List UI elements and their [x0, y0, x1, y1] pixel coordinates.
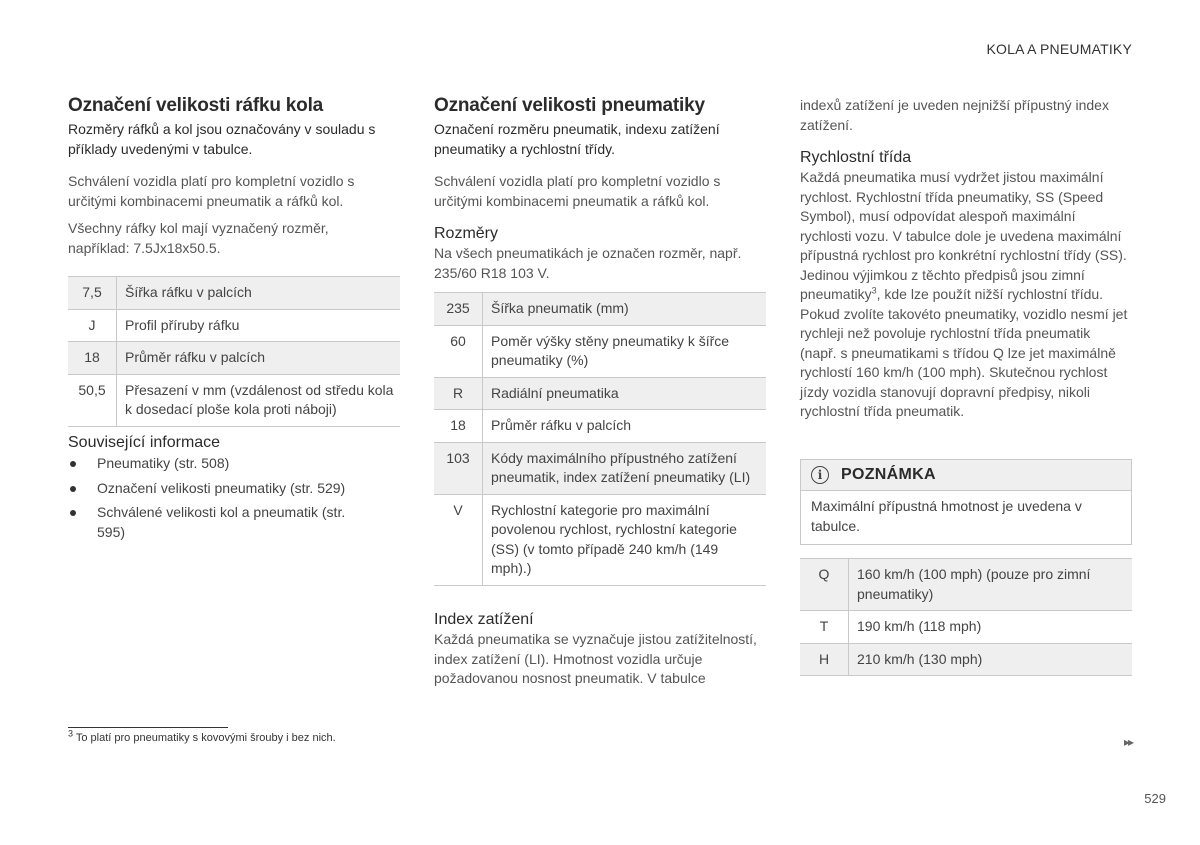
note-box	[800, 459, 1132, 545]
note-text: Maximální přípustná hmotnost je uvedena v tabulce.	[811, 498, 1082, 534]
load-index-continuation: indexů zatížení je uveden nejnižší přípustný index zatížení.	[800, 97, 1109, 133]
table-key: 18	[434, 410, 483, 443]
table-value: Průměr ráfku v palcích	[117, 342, 401, 375]
speed-class-text	[800, 168, 1130, 422]
table-key: 7,5	[68, 277, 117, 310]
table-value: Poměr výšky stěny pneumatiky k šířce pneumatiky (%)	[483, 325, 767, 377]
table-row	[434, 377, 766, 410]
table-key: T	[800, 611, 849, 644]
table-row	[68, 277, 400, 310]
dimensions-text: Na všech pneumatikách je označen rozměr, např. 235/60 R18 103 V.	[434, 245, 742, 281]
speed-class-text-a: Každá pneumatika musí vydržet jistou maximální rychlost. Rychlostní třída pneumatiky, SS (Speed Symbol), musí odpovídat alespoň maximální rychlosti vozu. V tabulce dole je uvedena maximální přípustná rychlost pro konkrétní rychlostní třídy (SS). Jedinou výjimkou z těchto předpisů jsou zimní pneumatiky	[800, 169, 1127, 302]
table-value: 160 km/h (100 mph) (pouze pro zimní pneumatiky)	[849, 559, 1133, 611]
table-key: 103	[434, 442, 483, 494]
page-number: 529	[1144, 791, 1166, 806]
table-row	[800, 643, 1132, 676]
table-value: Šířka ráfku v palcích	[117, 277, 401, 310]
speed-class-title: Rychlostní třída	[800, 149, 912, 166]
table-value: Průměr ráfku v palcích	[483, 410, 767, 443]
section-header: KOLA A PNEUMATIKY	[986, 41, 1132, 57]
table-key: 50,5	[68, 374, 117, 426]
table-row	[68, 309, 400, 342]
tire-size-lead: Označení rozměru pneumatik, indexu zatížení pneumatiky a rychlostní třídy.	[434, 121, 720, 157]
note-header	[801, 460, 1131, 491]
rim-size-table	[68, 276, 400, 427]
related-link-tires[interactable]: Pneumatiky (str. 508)	[68, 454, 400, 474]
related-link-tire-size[interactable]: Označení velikosti pneumatiky (str. 529)	[68, 479, 400, 499]
rim-size-example-text: Všechny ráfky kol mají vyznačený rozměr, například: 7.5Jx18x50.5.	[68, 220, 329, 256]
rim-size-lead: Rozměry ráfků a kol jsou označovány v souladu s příklady uvedenými v tabulce.	[68, 121, 376, 157]
rim-size-title: Označení velikosti ráfku kola	[68, 95, 324, 116]
table-value: 190 km/h (118 mph)	[849, 611, 1133, 644]
table-value: 210 km/h (130 mph)	[849, 643, 1133, 676]
table-row	[434, 494, 766, 585]
table-key: H	[800, 643, 849, 676]
speed-class-text-b: , kde lze použít nižší rychlostní třídu. Pokud zvolíte takovéto pneumatiky, vozidlo nesmí jet rychleji než povoluje rychlostní třída pneumatik (např. s pneumatikami s třídou Q lze jet maximálně rychlostí 160 km/h (100 mph). Skutečnou rychlost jízdy vozidla stanovují dopravní předpisy, nikoli rychlostní třída pneumatik.	[800, 286, 1128, 419]
table-row	[434, 293, 766, 326]
table-row	[68, 342, 400, 375]
footnote-text: To platí pro pneumatiky s kovovými šrouby i bez nich.	[75, 732, 336, 744]
table-row	[68, 374, 400, 426]
table-key: Q	[800, 559, 849, 611]
table-key: R	[434, 377, 483, 410]
table-value: Rychlostní kategorie pro maximální povolenou rychlost, rychlostní kategorie (SS) (v tomto případě 240 km/h (149 mph).)	[483, 494, 767, 585]
footnote-number: 3	[68, 728, 74, 739]
dimensions-title: Rozměry	[434, 225, 499, 242]
rim-size-approval-text: Schválení vozidla platí pro kompletní vozidlo s určitými kombinacemi pneumatik a ráfků kol.	[68, 173, 355, 209]
table-row	[800, 559, 1132, 611]
tire-size-table	[434, 292, 766, 586]
related-info-title: Související informace	[68, 434, 221, 451]
table-value: Šířka pneumatik (mm)	[483, 293, 767, 326]
info-icon: i	[811, 466, 829, 484]
table-row	[434, 325, 766, 377]
table-value: Radiální pneumatika	[483, 377, 767, 410]
related-link-approved-sizes[interactable]: Schválené velikosti kol a pneumatik (str. 595)	[68, 503, 400, 542]
load-index-title: Index zatížení	[434, 611, 534, 628]
table-key: V	[434, 494, 483, 585]
footnote-ref[interactable]: 3	[871, 285, 877, 296]
table-value: Profil příruby ráfku	[117, 309, 401, 342]
note-title: POZNÁMKA	[841, 466, 936, 483]
table-key: J	[68, 309, 117, 342]
table-row	[434, 410, 766, 443]
next-page-icon[interactable]: ▸▸	[1123, 735, 1132, 749]
footnote-divider	[68, 727, 228, 728]
table-value: Přesazení v mm (vzdálenost od středu kola k dosedací ploše kola proti náboji)	[117, 374, 401, 426]
tire-size-title: Označení velikosti pneumatiky	[434, 95, 705, 116]
tire-size-approval-text: Schválení vozidla platí pro kompletní vozidlo s určitými kombinacemi pneumatik a ráfků kol.	[434, 173, 721, 209]
table-row	[434, 442, 766, 494]
speed-class-table	[800, 558, 1132, 676]
related-info-list	[68, 454, 400, 547]
table-key: 60	[434, 325, 483, 377]
footnote	[68, 728, 336, 744]
table-key: 18	[68, 342, 117, 375]
table-row	[800, 611, 1132, 644]
load-index-text: Každá pneumatika se vyznačuje jistou zatížitelností, index zatížení (LI). Hmotnost vozidla určuje požadovanou nosnost pneumatik. V tabulce	[434, 631, 757, 686]
table-value: Kódy maximálního přípustného zatížení pneumatik, index zatížení pneumatiky (LI)	[483, 442, 767, 494]
table-key: 235	[434, 293, 483, 326]
